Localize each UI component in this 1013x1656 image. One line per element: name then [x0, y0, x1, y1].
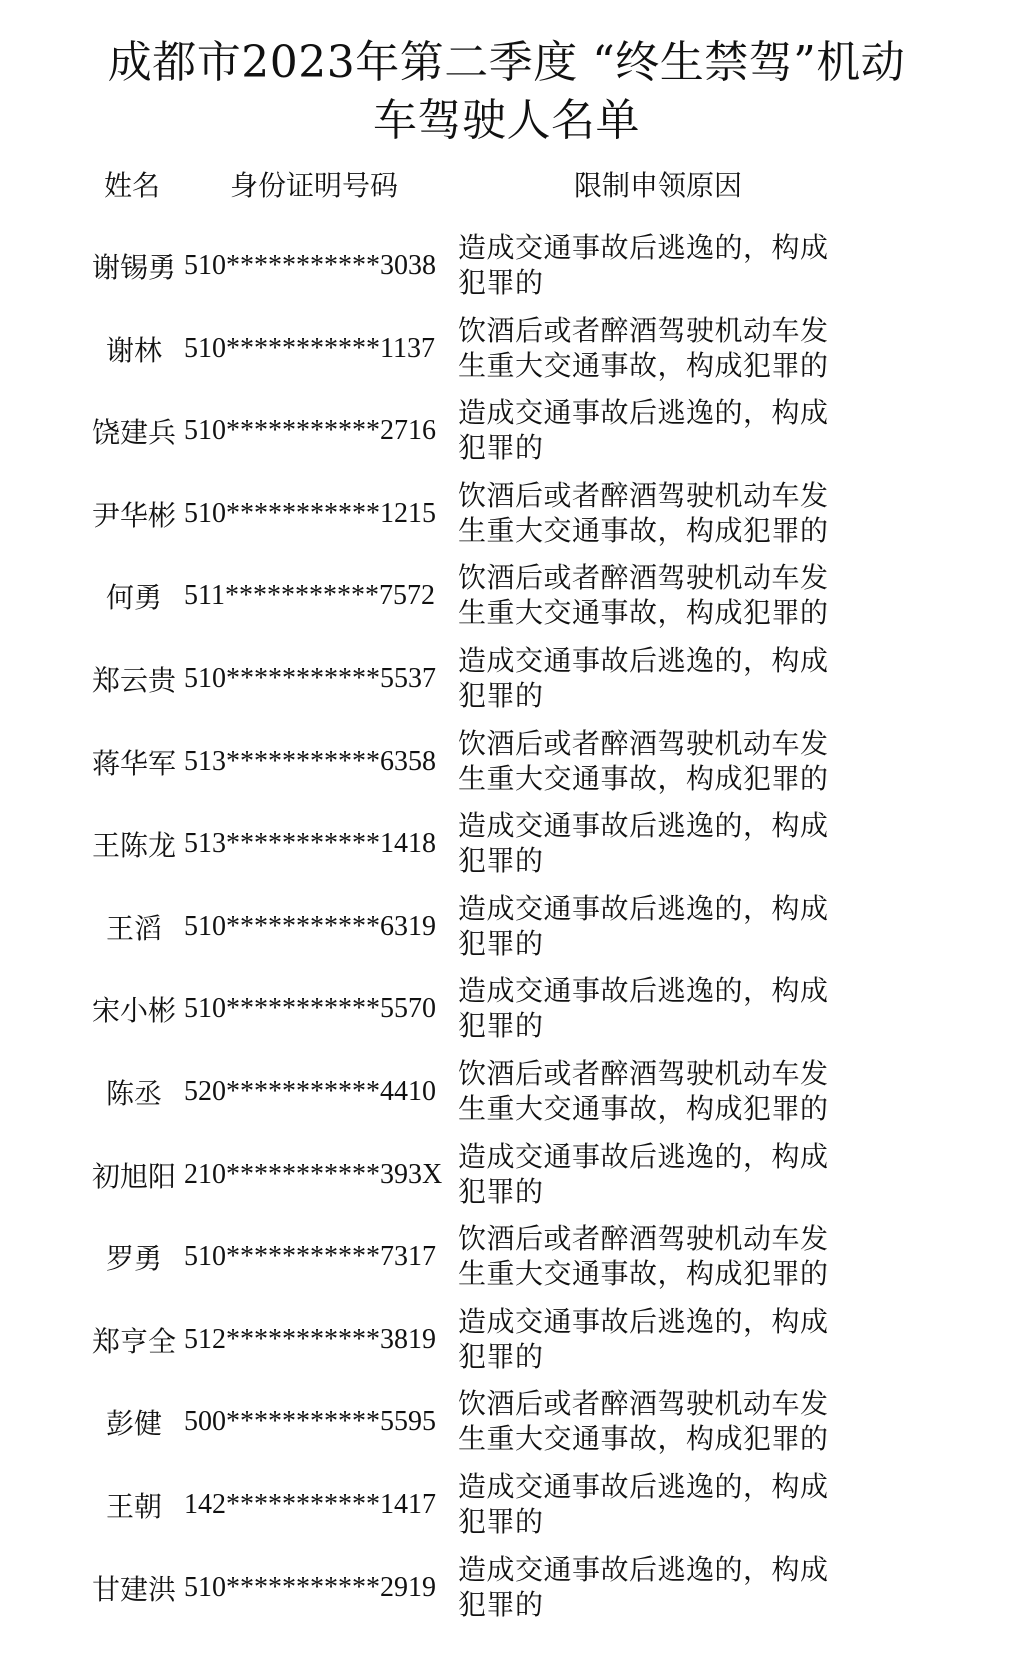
- row-reason: [458, 395, 848, 465]
- row-id-number: 510***********5537: [184, 662, 436, 694]
- table-row: [0, 724, 1013, 807]
- row-reason: [458, 1386, 848, 1456]
- row-reason-line-2: 犯罪的: [458, 678, 544, 712]
- row-reason-line-2: 犯罪的: [458, 844, 544, 878]
- row-reason-line-2: 生重大交通事故，构成犯罪的: [458, 761, 829, 795]
- row-reason-line-2: 犯罪的: [458, 926, 544, 960]
- table-row: [0, 641, 1013, 724]
- row-reason: [458, 1552, 848, 1622]
- table-row: [0, 228, 1013, 311]
- table-row: [0, 476, 1013, 559]
- row-reason-line-1: 饮酒后或者醉酒驾驶机动车发: [458, 1056, 829, 1090]
- row-name: 罗勇: [105, 1242, 162, 1276]
- document-title: [40, 34, 973, 150]
- row-reason-line-1: 造成交通事故后逃逸的，构成: [458, 974, 829, 1008]
- row-reason-line-2: 犯罪的: [458, 1009, 544, 1043]
- row-id-number: 510***********2919: [184, 1571, 436, 1603]
- row-reason-line-1: 造成交通事故后逃逸的，构成: [458, 396, 829, 430]
- row-reason-line-2: 犯罪的: [458, 1504, 544, 1538]
- row-id-number: 142***********1417: [184, 1488, 436, 1520]
- table-row: [0, 1054, 1013, 1137]
- row-name: 陈丞: [105, 1076, 162, 1110]
- row-id-number: 510***********1215: [184, 497, 436, 529]
- table-row: [0, 971, 1013, 1054]
- row-reason-line-2: 犯罪的: [458, 1174, 544, 1208]
- row-name: 郑亨全: [91, 1324, 176, 1358]
- row-reason-line-2: 生重大交通事故，构成犯罪的: [458, 348, 829, 382]
- row-reason-line-2: 犯罪的: [458, 266, 544, 299]
- row-reason-line-1: 造成交通事故后逃逸的，构成: [458, 809, 829, 843]
- title-line-2: 车驾驶人名单: [373, 95, 640, 146]
- row-reason-line-1: 造成交通事故后逃逸的，构成: [458, 891, 829, 925]
- row-reason-line-1: 造成交通事故后逃逸的，构成: [458, 1304, 829, 1338]
- row-reason-line-2: 犯罪的: [458, 1587, 544, 1621]
- table-row: [0, 1550, 1013, 1633]
- row-name: 蒋华军: [91, 746, 176, 780]
- row-reason-line-2: 生重大交通事故，构成犯罪的: [458, 596, 829, 630]
- row-name: 尹华彬: [91, 498, 176, 532]
- row-reason-line-1: 造成交通事故后逃逸的，构成: [458, 643, 829, 677]
- row-id-number: 510***********6319: [184, 910, 436, 942]
- row-id-number: 500***********5595: [184, 1406, 436, 1438]
- table-row: [0, 1137, 1013, 1220]
- row-reason-line-1: 造成交通事故后逃逸的，构成: [458, 231, 829, 264]
- row-reason-line-1: 饮酒后或者醉酒驾驶机动车发: [458, 561, 829, 595]
- row-reason-line-1: 造成交通事故后逃逸的，构成: [458, 1139, 829, 1173]
- row-name: 初旭阳: [91, 1159, 176, 1193]
- row-reason-line-2: 生重大交通事故，构成犯罪的: [458, 1422, 829, 1456]
- row-reason-line-1: 饮酒后或者醉酒驾驶机动车发: [458, 1387, 829, 1421]
- table-row: [0, 1467, 1013, 1550]
- table-header: [0, 166, 1013, 206]
- row-name: 郑云贵: [91, 663, 176, 697]
- table-row: [0, 311, 1013, 394]
- row-id-number: 510***********3038: [184, 250, 436, 281]
- row-name: 王朝: [105, 1489, 162, 1523]
- row-id-number: 210***********393X: [184, 1158, 443, 1190]
- row-reason-line-1: 饮酒后或者醉酒驾驶机动车发: [458, 313, 829, 347]
- row-name: 何勇: [105, 581, 162, 615]
- row-id-number: 513***********6358: [184, 745, 436, 777]
- row-reason-line-2: 生重大交通事故，构成犯罪的: [458, 1257, 829, 1291]
- row-reason: [458, 643, 848, 713]
- row-reason: [458, 1221, 848, 1291]
- row-reason-line-1: 饮酒后或者醉酒驾驶机动车发: [458, 1222, 829, 1256]
- row-id-number: 513***********1418: [184, 828, 436, 860]
- header-id-number: 身份证明号码: [230, 169, 399, 202]
- row-reason-line-1: 饮酒后或者醉酒驾驶机动车发: [458, 478, 829, 512]
- row-name: 甘建洪: [91, 1572, 176, 1606]
- row-name: 王滔: [105, 911, 162, 945]
- table-row: [0, 1384, 1013, 1467]
- row-name: 宋小彬: [91, 994, 176, 1028]
- row-name: 饶建兵: [91, 416, 176, 450]
- row-id-number: 520***********4410: [184, 1075, 436, 1107]
- title-line-1: 成都市2023年第二季度 “终生禁驾”机动: [107, 37, 906, 88]
- row-id-number: 512***********3819: [184, 1323, 436, 1355]
- row-reason: [458, 808, 848, 878]
- table-row: [0, 1302, 1013, 1385]
- row-reason: [458, 478, 848, 548]
- table-row: [0, 558, 1013, 641]
- row-name: 彭健: [105, 1407, 162, 1441]
- row-reason: [458, 973, 848, 1043]
- row-reason: [458, 1139, 848, 1209]
- row-id-number: 510***********7317: [184, 1241, 436, 1273]
- row-reason-line-1: 饮酒后或者醉酒驾驶机动车发: [458, 726, 829, 760]
- row-reason-line-2: 生重大交通事故，构成犯罪的: [458, 513, 829, 547]
- row-reason-line-2: 生重大交通事故，构成犯罪的: [458, 1091, 829, 1125]
- row-reason: [458, 1304, 848, 1374]
- row-reason-line-2: 犯罪的: [458, 1339, 544, 1373]
- row-name: 谢林: [105, 333, 162, 367]
- row-id-number: 510***********1137: [184, 332, 435, 364]
- row-name: 王陈龙: [91, 829, 176, 863]
- row-reason-line-1: 造成交通事故后逃逸的，构成: [458, 1469, 829, 1503]
- table-row: [0, 1219, 1013, 1302]
- header-name: 姓名: [104, 169, 161, 202]
- table-body: [0, 228, 1013, 1632]
- table-row: [0, 889, 1013, 972]
- table-row: [0, 806, 1013, 889]
- row-reason: [458, 1056, 848, 1126]
- row-id-number: 511***********7572: [184, 580, 435, 612]
- row-reason-line-1: 造成交通事故后逃逸的，构成: [458, 1552, 829, 1586]
- row-reason: [458, 560, 848, 630]
- row-name: 谢锡勇: [91, 251, 176, 284]
- header-reason: 限制申领原因: [574, 169, 743, 202]
- row-reason: [458, 230, 848, 300]
- row-reason: [458, 891, 848, 961]
- row-id-number: 510***********5570: [184, 993, 436, 1025]
- row-reason: [458, 726, 848, 796]
- row-reason: [458, 313, 848, 383]
- row-reason: [458, 1469, 848, 1539]
- row-id-number: 510***********2716: [184, 415, 436, 447]
- table-row: [0, 393, 1013, 476]
- row-reason-line-2: 犯罪的: [458, 431, 544, 465]
